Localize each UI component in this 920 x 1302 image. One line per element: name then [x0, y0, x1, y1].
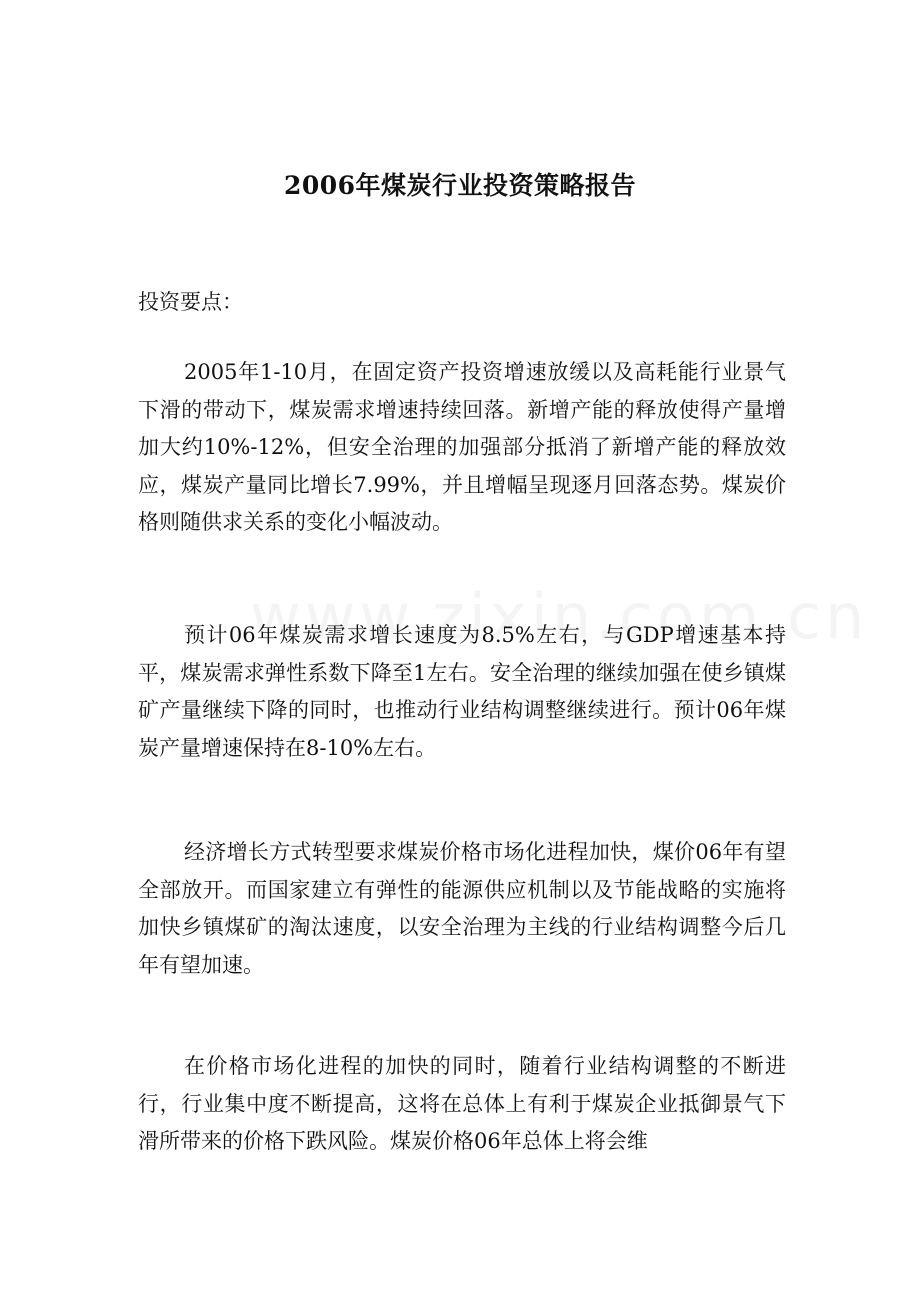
paragraph-3: 经济增长方式转型要求煤炭价格市场化进程加快，煤价06年有望全部放开。而国家建立有弹性的能源供应机制以及节能战略的实施将加快乡镇煤矿的淘汰速度，以安全治理为主线的行业结构调整今后几年有望加速。 [138, 840, 786, 977]
section-label: 投资要点： [138, 290, 243, 314]
paragraph-4: 在价格市场化进程的加快的同时，随着行业结构调整的不断进行，行业集中度不断提高，这将在总体上有利于煤炭企业抵御景气下滑所带来的价格下跌风险。煤炭价格06年总体上将会维 [138, 1054, 786, 1153]
document-title: 2006年煤炭行业投资策略报告 [283, 171, 637, 200]
paragraph-2: 预计06年煤炭需求增长速度为8.5%左右，与GDP增速基本持平，煤炭需求弹性系数下降至1左右。安全治理的继续加强在使乡镇煤矿产量继续下降的同时，也推动行业结构调整继续进行。预计06年煤炭产量增速保持在8-10%左右。 [138, 623, 786, 760]
paragraph-1: 2005年1-10月，在固定资产投资增速放缓以及高耗能行业景气下滑的带动下，煤炭需求增速持续回落。新增产能的释放使得产量增加大约10%-12%，但安全治理的加强部分抵消了新增产能的释放效应，煤炭产量同比增长7.99%，并且增幅呈现逐月回落态势。煤炭价格则随供求关系的变化小幅波动。 [138, 360, 786, 534]
